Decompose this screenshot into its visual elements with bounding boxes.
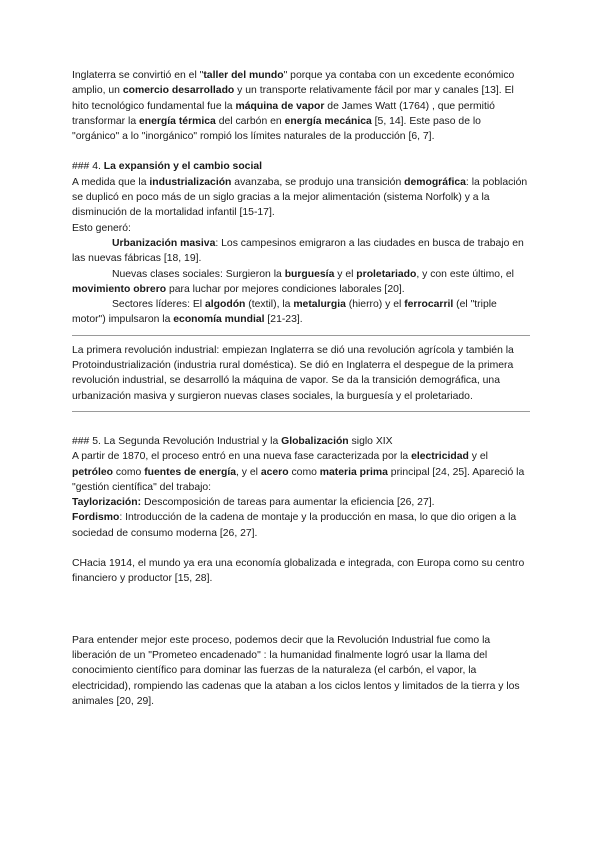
- bold-term: burguesía: [284, 268, 335, 280]
- bold-term: energía mecánica: [284, 115, 372, 127]
- bold-term: acero: [260, 466, 289, 478]
- generated-label: Esto generó:: [72, 222, 131, 234]
- text: como: [288, 466, 320, 478]
- list-item-leading-sectors: [72, 297, 530, 328]
- bold-term: máquina de vapor: [235, 100, 325, 112]
- list-item-social-classes: [72, 267, 530, 298]
- document-page: [72, 68, 530, 709]
- text: A medida que la: [72, 176, 150, 188]
- bold-term: ferrocarril: [404, 299, 454, 311]
- text: : Introducción de la cadena de montaje y la producción en masa, lo que dio origen a la sociedad de consumo moderna [26, 27].: [72, 512, 517, 539]
- text: Descomposición de tareas para aumentar la eficiencia [26, 27].: [141, 497, 435, 509]
- bold-term: fuentes de energía: [144, 466, 236, 478]
- text: (el "triple motor") impulsaron la: [72, 299, 497, 326]
- text: siglo XIX: [348, 435, 393, 447]
- section-4-heading: [72, 159, 530, 174]
- bold-term: economía mundial: [173, 314, 265, 326]
- bold-term: materia prima: [319, 466, 388, 478]
- bold-term: petróleo: [72, 466, 113, 478]
- bold-term: algodón: [204, 299, 246, 311]
- bold-term: Globalización: [281, 435, 349, 447]
- text: Sectores líderes: El: [112, 299, 205, 311]
- text: para luchar por mejores condiciones laborales [20].: [166, 283, 405, 295]
- globalization-paragraph: CHacia 1914, el mundo ya era una economía globalizada e integrada, con Europa como su centro financiero y productor [15, 28].: [72, 558, 525, 585]
- summary-paragraph: La primera revolución industrial: empiezan Inglaterra se dió una revolución agrícola y también la Protoindustrialización (industria rural doméstica). Se dió en Inglaterra el despegue de la primera revolución industrial, se desarrolló la máquina de vapor. Se da la transición demográfica, una urbanización masiva y surgieron nuevas clases sociales, la burguesía y el proletariado.: [72, 344, 514, 402]
- text: ### 5. La Segunda Revolución Industrial y la: [72, 435, 282, 447]
- text: (textil), la: [245, 299, 294, 311]
- text: principal [24, 25]. Apareció la "gestión científica" del trabajo:: [72, 466, 525, 493]
- text: de James Watt (1764) , que permitió transformar la: [72, 100, 495, 127]
- text: , y con este último, el: [416, 268, 514, 280]
- text: : Los campesinos emigraron a las ciudades en busca de trabajo en las nuevas fábricas [18, 19].: [72, 237, 524, 265]
- text: Nuevas clases sociales: Surgieron la: [112, 268, 285, 280]
- bold-term: Urbanización masiva: [112, 237, 216, 249]
- text: avanzaba, se produjo una transición: [231, 176, 405, 188]
- fordism-item: [72, 510, 530, 541]
- taylorization-item: [72, 495, 530, 510]
- text: " porque ya contaba con un excedente económico amplio, un: [72, 70, 515, 97]
- text: A partir de 1870, el proceso entró en una nueva fase caracterizada por la: [72, 451, 412, 463]
- text: Inglaterra se convirtió en el ": [72, 70, 204, 81]
- divider-bottom: [72, 411, 530, 412]
- text: del carbón en: [215, 115, 285, 127]
- bold-term: Taylorización:: [72, 497, 142, 509]
- text: , y el: [236, 466, 261, 478]
- text: y el: [468, 451, 488, 463]
- bold-term: demográfica: [404, 176, 466, 188]
- list-item-urbanization: [72, 236, 530, 267]
- closing-paragraph: Para entender mejor este proceso, podemos decir que la Revolución Industrial fue como la liberación de un "Prometeo encadenado" : la humanidad finalmente logró usar la llama del conocimiento científico para dominar las fuerzas de la naturaleza (el carbón, el vapor, la electricidad), rompiendo las cadenas que la ataban a los ciclos lentos y limitados de la tierra y los animales [20, 29].: [72, 634, 520, 707]
- bold-term: movimiento obrero: [72, 283, 167, 295]
- heading-marker: ### 4.: [72, 161, 104, 173]
- text: y un transporte relativamente fácil por mar y canales [13]. El hito tecnológico fundamental fue la: [72, 85, 514, 112]
- text: como: [113, 466, 145, 478]
- paragraph-intro: [72, 68, 530, 144]
- section-5-heading: [72, 434, 530, 449]
- bold-term: proletariado: [356, 268, 417, 280]
- text: [5, 14]. Este paso de lo "orgánico" a lo "inorgánico" rompió los límites naturales de la producción [6, 7].: [72, 115, 481, 143]
- bold-term: Fordismo: [72, 512, 120, 524]
- bold-term: energía térmica: [138, 115, 216, 127]
- text: (hierro) y el: [345, 299, 405, 311]
- heading-title: La expansión y el cambio social: [103, 161, 263, 173]
- bold-term: taller del mundo: [203, 70, 284, 81]
- bold-term: comercio desarrollado: [122, 85, 235, 97]
- section-5-paragraph: [72, 449, 530, 495]
- bold-term: metalurgia: [293, 299, 346, 311]
- bold-term: industrialización: [149, 176, 232, 188]
- section-4-paragraph: [72, 175, 530, 221]
- bold-term: electricidad: [411, 451, 469, 463]
- text: y el: [334, 268, 357, 280]
- text: : la población se duplicó en poco más de un siglo gracias a la mejor alimentación (sistema Norfolk) y a la disminución de la mortalidad infantil [15-17].: [72, 176, 528, 219]
- divider-top: [72, 335, 530, 336]
- text: [21-23].: [264, 314, 303, 326]
